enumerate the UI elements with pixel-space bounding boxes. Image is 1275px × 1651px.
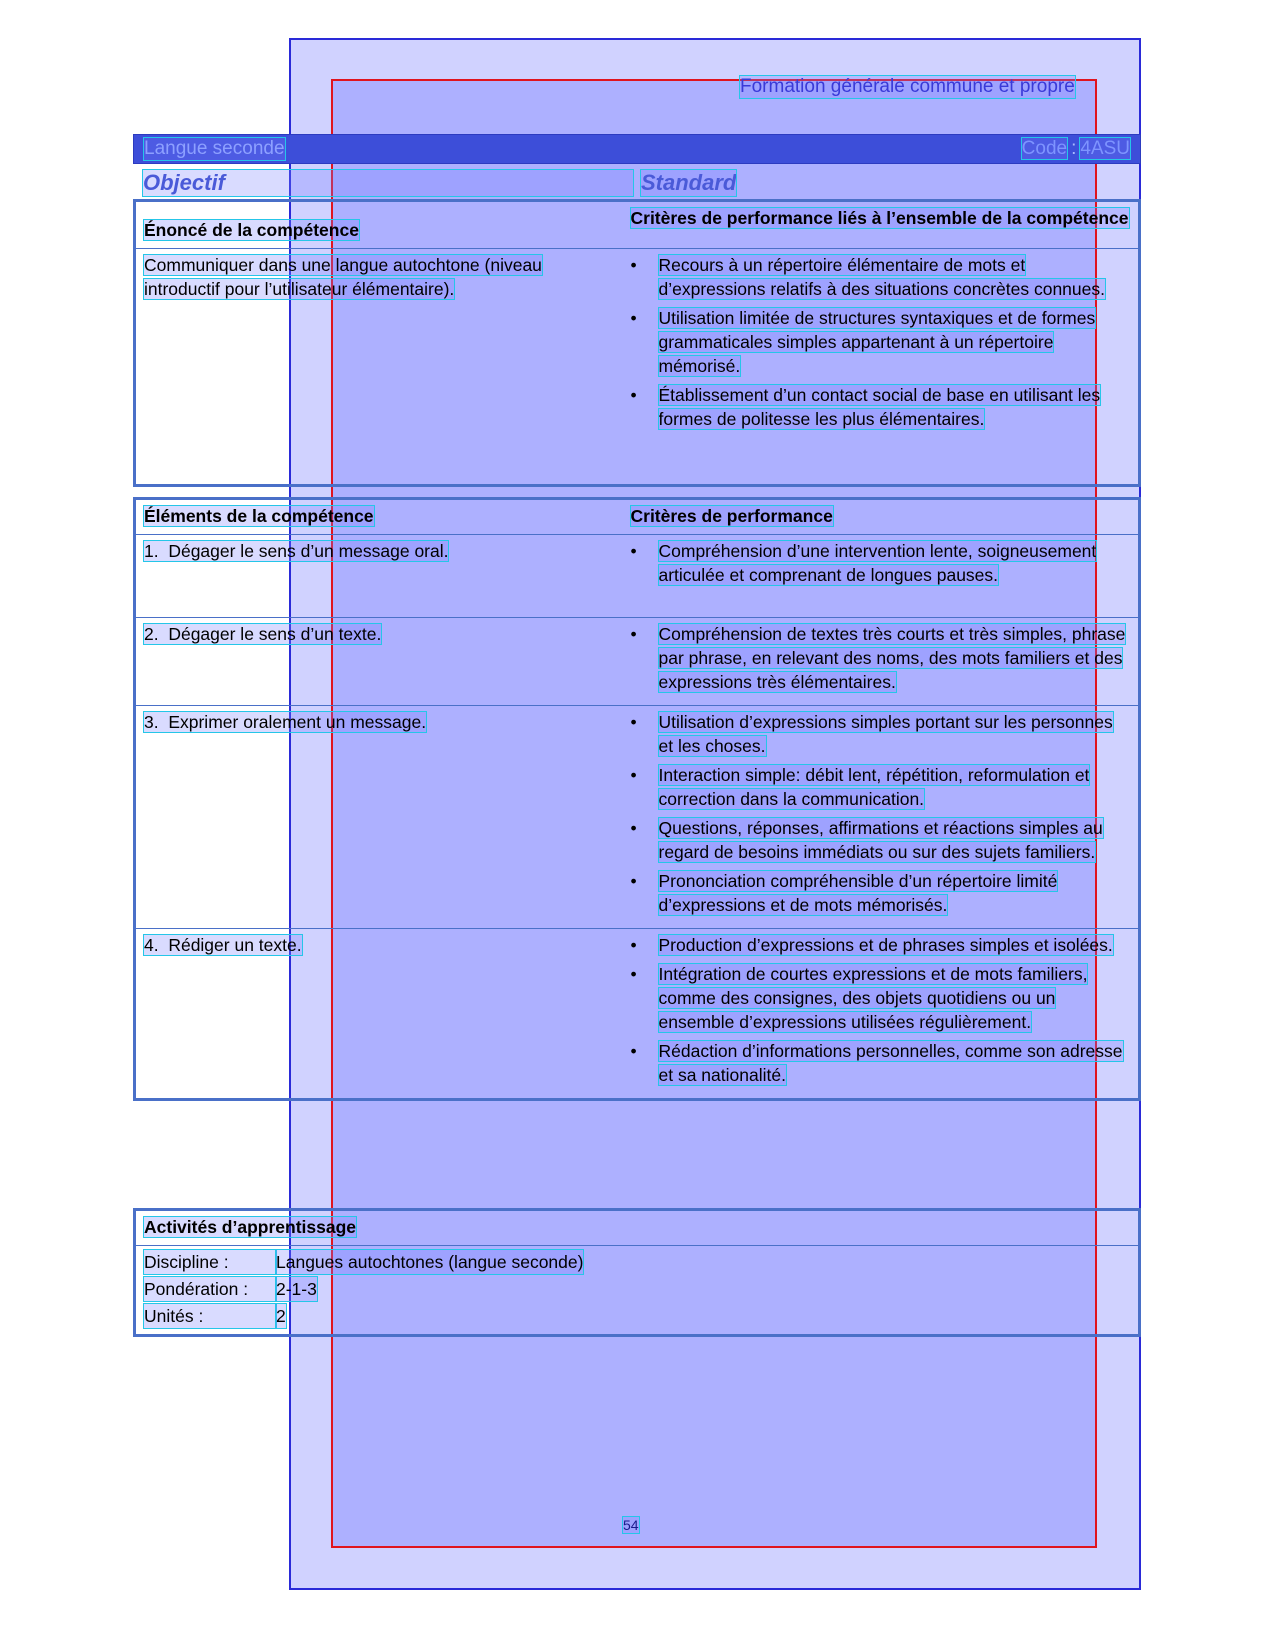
element-text: 1. Dégager le sens d’un message oral. [144, 541, 449, 561]
course-code-value: 4ASU [1080, 138, 1130, 159]
competence-header-left-text: Énoncé de la compétence [144, 220, 359, 240]
activities-header-text: Activités d’apprentissage [144, 1217, 357, 1237]
bullet-icon: • [630, 964, 637, 984]
bullet-icon: • [630, 818, 637, 838]
criteria-cell [623, 535, 1140, 618]
element-cell [135, 535, 623, 618]
bullet-icon: • [630, 1041, 637, 1061]
list-item [631, 816, 1131, 864]
list-item [631, 306, 1131, 378]
course-bar [133, 134, 1141, 164]
bullet-icon: • [630, 385, 637, 405]
competence-statement-text: Communiquer dans une langue autochtone (niveau introductif pour l’utilisateur élémentaire). [144, 255, 542, 299]
criterion-text: Interaction simple: débit lent, répétition, reformulation et correction dans la communication. [658, 765, 1090, 809]
element-text: 2. Dégager le sens d’un texte. [144, 624, 382, 644]
list-item [631, 383, 1131, 431]
criteria-list [631, 933, 1131, 1087]
ponderation-value: 2-1-3 [276, 1279, 317, 1299]
criteria-list [631, 622, 1131, 694]
criterion-text: Prononciation compréhensible d’un répertoire limité d’expressions et de mots mémorisés. [658, 871, 1058, 915]
discipline-label: Discipline : [144, 1250, 276, 1274]
criteria-list [631, 539, 1131, 587]
criterion-text: Questions, réponses, affirmations et réactions simples au regard de besoins immédiats ou sur des sujets familiers. [658, 818, 1103, 862]
competence-criteria-list [631, 253, 1131, 431]
elements-table [133, 497, 1141, 1101]
criterion-text: Utilisation limitée de structures syntaxiques et de formes grammaticales simples appartenant à un répertoire mémorisé. [658, 308, 1096, 376]
list-item [631, 1039, 1131, 1087]
page-number: 54 [623, 1517, 639, 1533]
element-cell [135, 706, 623, 929]
units-row [144, 1304, 1130, 1328]
bullet-icon: • [630, 624, 637, 644]
competence-header-left [135, 201, 623, 249]
list-item [631, 253, 1131, 301]
bullet-icon: • [630, 871, 637, 891]
table-row [135, 929, 1140, 1100]
units-label: Unités : [144, 1304, 276, 1328]
ponderation-row [144, 1277, 1130, 1301]
bullet-icon: • [630, 712, 637, 732]
list-item [631, 622, 1131, 694]
element-text: 4. Rédiger un texte. [144, 935, 302, 955]
element-text: 3. Exprimer oralement un message. [144, 712, 427, 732]
criteria-list [631, 710, 1131, 917]
table-row [135, 618, 1140, 706]
running-head: Formation générale commune et propre [740, 76, 1075, 97]
bullet-icon: • [630, 935, 637, 955]
table-row [135, 706, 1140, 929]
list-item [631, 962, 1131, 1034]
elements-header-right [623, 499, 1140, 535]
bullet-icon: • [630, 255, 637, 275]
criterion-text: Recours à un répertoire élémentaire de mots et d’expressions relatifs à des situations concrètes connues. [658, 255, 1105, 299]
competence-header-right [623, 201, 1140, 249]
bullet-icon: • [630, 308, 637, 328]
bullet-icon: • [630, 765, 637, 785]
competence-criteria [623, 249, 1140, 486]
discipline-value: Langues autochtones (langue seconde) [276, 1252, 584, 1272]
table-row [135, 535, 1140, 618]
list-item [631, 763, 1131, 811]
course-code-separator: : [1071, 138, 1077, 159]
criterion-text: Compréhension de textes très courts et très simples, phrase par phrase, en relevant des noms, des mots familiers et des expressions très élémentaires. [658, 624, 1126, 692]
course-code [1022, 138, 1130, 160]
course-code-label: Code [1021, 138, 1068, 159]
activities-header [135, 1210, 1140, 1246]
bullet-icon: • [630, 541, 637, 561]
competence-statement [135, 249, 623, 486]
course-title: Langue seconde [144, 138, 285, 159]
objective-label: Objectif [143, 170, 633, 196]
criterion-text: Intégration de courtes expressions et de mots familiers, comme des consignes, des objets quotidiens ou un ensemble d’expressions utilisées régulièrement. [658, 964, 1088, 1032]
criteria-cell [623, 706, 1140, 929]
elements-header-right-text: Critères de performance [630, 506, 833, 526]
list-item [631, 539, 1131, 587]
element-cell [135, 618, 623, 706]
elements-header-left [135, 499, 623, 535]
criterion-text: Production d’expressions et de phrases simples et isolées. [658, 935, 1113, 955]
standard-label: Standard [641, 170, 737, 195]
list-item [631, 869, 1131, 917]
competence-header-right-text: Critères de performance liés à l’ensemble de la compétence [630, 208, 1129, 228]
criterion-text: Établissement d’un contact social de base en utilisant les formes de politesse les plus élémentaires. [658, 385, 1101, 429]
units-value: 2 [276, 1306, 286, 1326]
list-item [631, 710, 1131, 758]
ponderation-label: Pondération : [144, 1277, 276, 1301]
criteria-cell [623, 929, 1140, 1100]
list-item [631, 933, 1131, 957]
competence-table [133, 199, 1141, 487]
elements-header-left-text: Éléments de la compétence [144, 506, 374, 526]
element-cell [135, 929, 623, 1100]
criterion-text: Utilisation d’expressions simples portant sur les personnes et les choses. [658, 712, 1113, 756]
criteria-cell [623, 618, 1140, 706]
activities-table [133, 1208, 1141, 1337]
criterion-text: Compréhension d’une intervention lente, soigneusement articulée et comprenant de longues pauses. [658, 541, 1097, 585]
criterion-text: Rédaction d’informations personnelles, comme son adresse et sa nationalité. [658, 1041, 1123, 1085]
discipline-row [144, 1250, 1130, 1274]
activities-details [135, 1246, 1140, 1336]
